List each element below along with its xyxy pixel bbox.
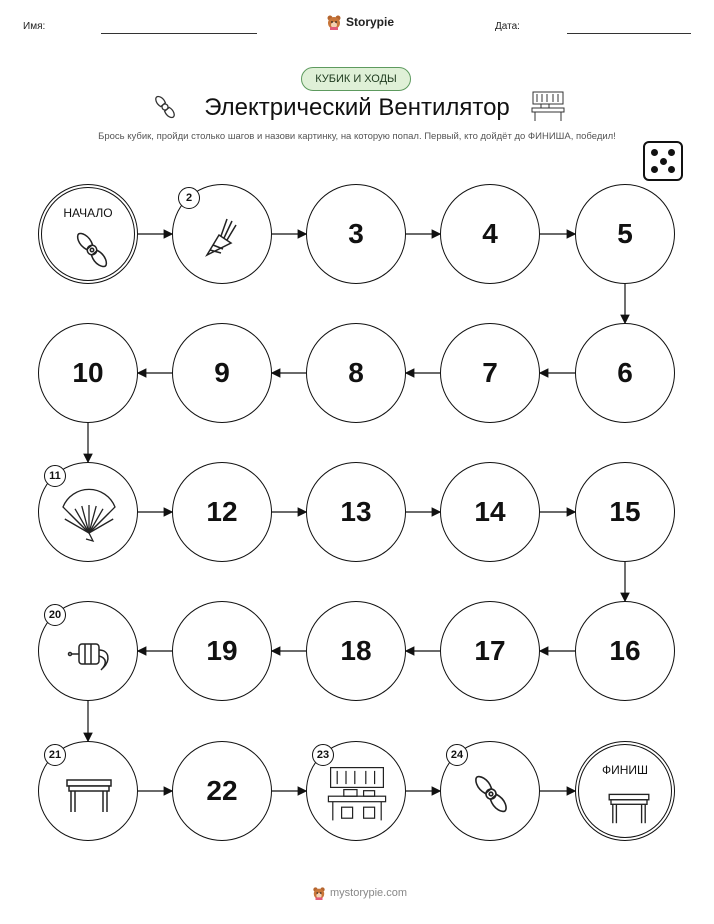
page-title: Электрический Вентилятор — [204, 94, 510, 121]
start-cell — [38, 184, 138, 284]
board-cell-picture — [440, 741, 540, 841]
table-icon — [599, 777, 659, 837]
board-cell-picture — [172, 184, 272, 284]
cell-number: 17 — [474, 635, 506, 666]
date-line[interactable] — [567, 33, 691, 34]
cell-number-badge: 21 — [44, 744, 66, 766]
cell-number: 3 — [348, 218, 364, 249]
board-cell — [306, 462, 406, 562]
brand-logo — [326, 14, 394, 30]
board-cell-picture — [38, 601, 138, 701]
board-cell — [306, 323, 406, 423]
bear-mascot-icon — [312, 886, 326, 900]
cell-number-badge: 2 — [178, 187, 200, 209]
board-cell — [575, 184, 675, 284]
board-cell — [575, 601, 675, 701]
name-line[interactable] — [101, 33, 257, 34]
board-cell-picture — [38, 462, 138, 562]
board-cell — [440, 184, 540, 284]
cell-number-badge: 23 — [312, 744, 334, 766]
cell-number-badge: 20 — [44, 604, 66, 626]
footer-url: mystorypie.com — [330, 887, 408, 899]
cell-number: 10 — [72, 357, 104, 388]
cell-number: 22 — [206, 775, 238, 806]
motor-icon — [59, 624, 119, 684]
board-cell-picture — [306, 741, 406, 841]
board-cell — [172, 741, 272, 841]
cell-number: 4 — [482, 218, 498, 249]
start-label: НАЧАЛО — [63, 206, 113, 220]
board-cell — [306, 601, 406, 701]
board-cell — [440, 323, 540, 423]
board-cell — [38, 323, 138, 423]
brand-name: Storypie — [346, 15, 395, 29]
board-cell — [440, 601, 540, 701]
footer — [312, 886, 407, 900]
board-cell — [575, 323, 675, 423]
board-cell — [172, 462, 272, 562]
cable-icon — [193, 207, 253, 267]
board-cell — [440, 462, 540, 562]
cell-number: 12 — [206, 496, 238, 527]
cell-number: 14 — [474, 496, 506, 527]
board-cell — [306, 184, 406, 284]
cell-number: 8 — [348, 357, 364, 388]
instructions-text: Брось кубик, пройди столько шагов и назови картинку, на которую попал. Первый, кто дойдёт до ФИНИША, победил! — [98, 131, 616, 142]
date-label: Дата: — [495, 21, 520, 32]
board-cell-picture — [38, 741, 138, 841]
cell-number: 6 — [617, 357, 633, 388]
cell-number: 15 — [609, 496, 641, 527]
workshop-title-icon — [531, 90, 565, 122]
workshop-icon — [327, 764, 387, 824]
finish-label: ФИНИШ — [601, 763, 649, 777]
name-label: Имя: — [23, 21, 46, 32]
hand-fan-icon — [59, 485, 119, 545]
dice-icon — [643, 141, 683, 181]
board-cell — [172, 601, 272, 701]
cell-number: 18 — [340, 635, 372, 666]
bear-mascot-icon — [326, 14, 342, 30]
game-type-badge: КУБИК И ХОДЫ — [301, 67, 411, 91]
cell-number: 19 — [206, 635, 238, 666]
finish-cell — [575, 741, 675, 841]
cell-number: 5 — [617, 218, 633, 249]
cell-number-badge: 24 — [446, 744, 468, 766]
fan-blade-icon — [461, 764, 521, 824]
cell-number: 16 — [609, 635, 641, 666]
fan-blade-icon — [62, 220, 122, 280]
board-cell — [575, 462, 675, 562]
cell-number: 7 — [482, 357, 498, 388]
board-cell — [172, 323, 272, 423]
cell-number-badge: 11 — [44, 465, 66, 487]
cell-number: 9 — [214, 357, 230, 388]
cell-number: 13 — [340, 496, 372, 527]
table-icon — [59, 764, 119, 824]
